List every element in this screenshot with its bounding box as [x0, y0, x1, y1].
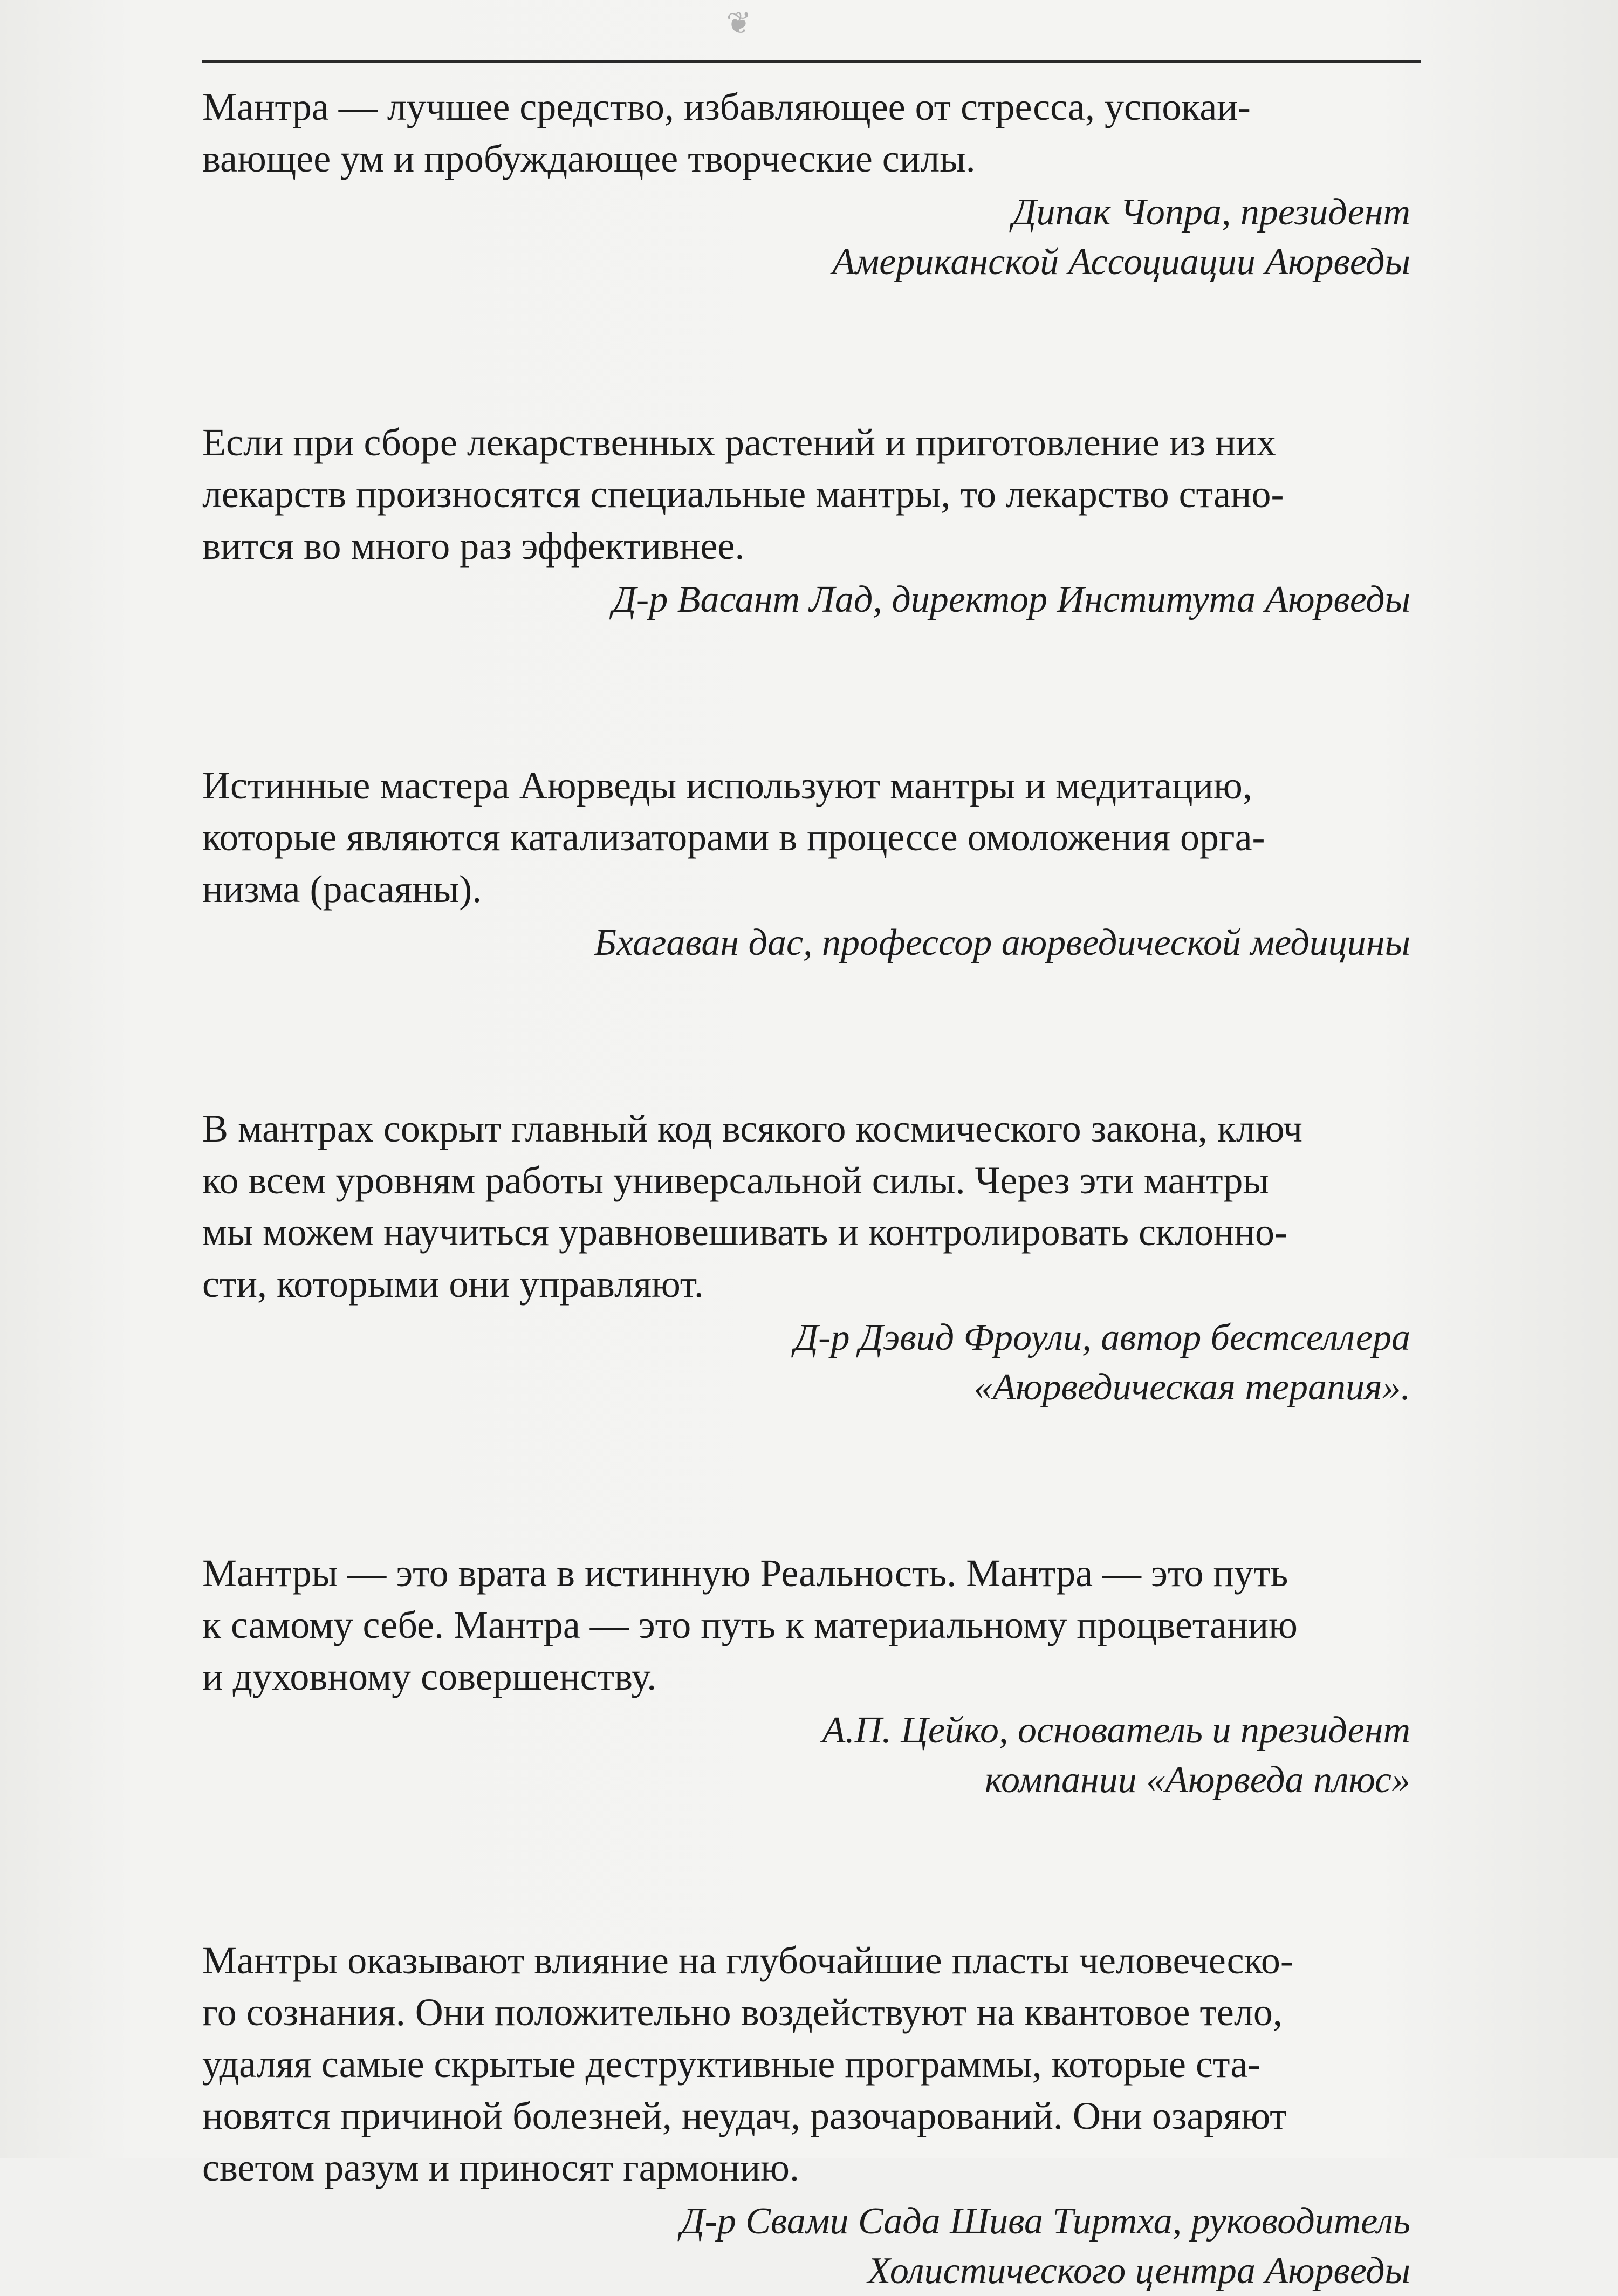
attribution-line: «Аюрведическая терапия».: [973, 1366, 1410, 1408]
quote-text: [202, 760, 1410, 915]
quote-2: [202, 416, 1410, 625]
quote-line: новятся причиной болезней, неудач, разочарований. Они озаряют: [202, 2094, 1287, 2137]
quote-line: к самому себе. Мантра — это путь к материальному процветанию: [202, 1603, 1298, 1646]
quote-line: и духовному совершенству.: [202, 1655, 657, 1698]
spacer: [202, 1805, 1410, 1935]
attribution-line: Бхагаван дас, профессор аюрведической медицины: [594, 922, 1410, 964]
quote-text: [202, 1547, 1410, 1703]
top-rule: [202, 60, 1421, 63]
spacer: [202, 968, 1410, 1103]
quote-line: Мантры оказывают влияние на глубочайшие пласты человеческо-: [202, 1939, 1293, 1982]
quote-line: В мантрах сокрыт главный код всякого космического закона, ключ: [202, 1107, 1302, 1150]
quote-5: [202, 1547, 1410, 1805]
quote-1: [202, 81, 1410, 287]
quote-attribution: [202, 918, 1410, 968]
attribution-line: Американской Ассоциации Аюрведы: [832, 241, 1410, 283]
quote-4: [202, 1103, 1410, 1412]
quote-line: ко всем уровням работы универсальной силы. Через эти мантры: [202, 1159, 1269, 1202]
quote-line: го сознания. Они положительно воздействуют на квантовое тело,: [202, 1991, 1283, 2034]
attribution-line: Д-р Свами Сада Шива Тиртха, руководитель: [680, 2201, 1410, 2242]
attribution-line: Дипак Чопра, президент: [1012, 192, 1410, 233]
quote-3: [202, 760, 1410, 968]
spacer: [202, 287, 1410, 416]
attribution-line: Д-р Дэвид Фроули, автор бестселлера: [794, 1317, 1410, 1358]
quote-line: мы можем научиться уравновешивать и контролировать склонно-: [202, 1211, 1287, 1254]
quote-attribution: [202, 188, 1410, 287]
quote-text: [202, 416, 1410, 572]
quote-line: сти, которыми они управляют.: [202, 1262, 704, 1306]
attribution-line: компании «Аюрведа плюс»: [984, 1759, 1410, 1801]
quote-text: [202, 1103, 1410, 1310]
quote-text: [202, 1935, 1410, 2194]
quote-line: которые являются катализаторами в процессе омоложения орга-: [202, 816, 1265, 859]
quote-text: [202, 81, 1410, 184]
quote-line: Если при сборе лекарственных растений и приготовление из них: [202, 421, 1276, 464]
quote-line: Мантра — лучшее средство, избавляющее от стресса, успокаи-: [202, 85, 1251, 128]
quote-line: лекарств произносятся специальные мантры, то лекарство стано-: [202, 473, 1284, 516]
attribution-line: Холистического центра Аюрведы: [867, 2250, 1410, 2292]
quote-6: [202, 1935, 1410, 2296]
quote-line: низма (расаяны).: [202, 867, 482, 911]
attribution-line: А.П. Цейко, основатель и президент: [822, 1710, 1410, 1751]
quote-line: Истинные мастера Аюрведы используют мантры и медитацию,: [202, 764, 1252, 807]
quote-line: удаляя самые скрытые деструктивные программы, которые ста-: [202, 2042, 1261, 2086]
page-content: [202, 81, 1410, 2296]
quote-line: светом разум и приносят гармонию.: [202, 2146, 799, 2189]
quote-line: Мантры — это врата в истинную Реальность. Мантра — это путь: [202, 1552, 1288, 1595]
quote-line: вающее ум и пробуждающее творческие силы.: [202, 137, 976, 180]
quote-attribution: [202, 1706, 1410, 1805]
quote-line: вится во много раз эффективнее.: [202, 524, 745, 568]
quote-attribution: [202, 575, 1410, 625]
quote-attribution: [202, 2197, 1410, 2296]
page-ornament: ❦: [726, 7, 752, 40]
spacer: [202, 625, 1410, 760]
attribution-line: Д-р Васант Лад, директор Института Аюрведы: [612, 579, 1410, 620]
spacer: [202, 1412, 1410, 1547]
quote-attribution: [202, 1313, 1410, 1412]
